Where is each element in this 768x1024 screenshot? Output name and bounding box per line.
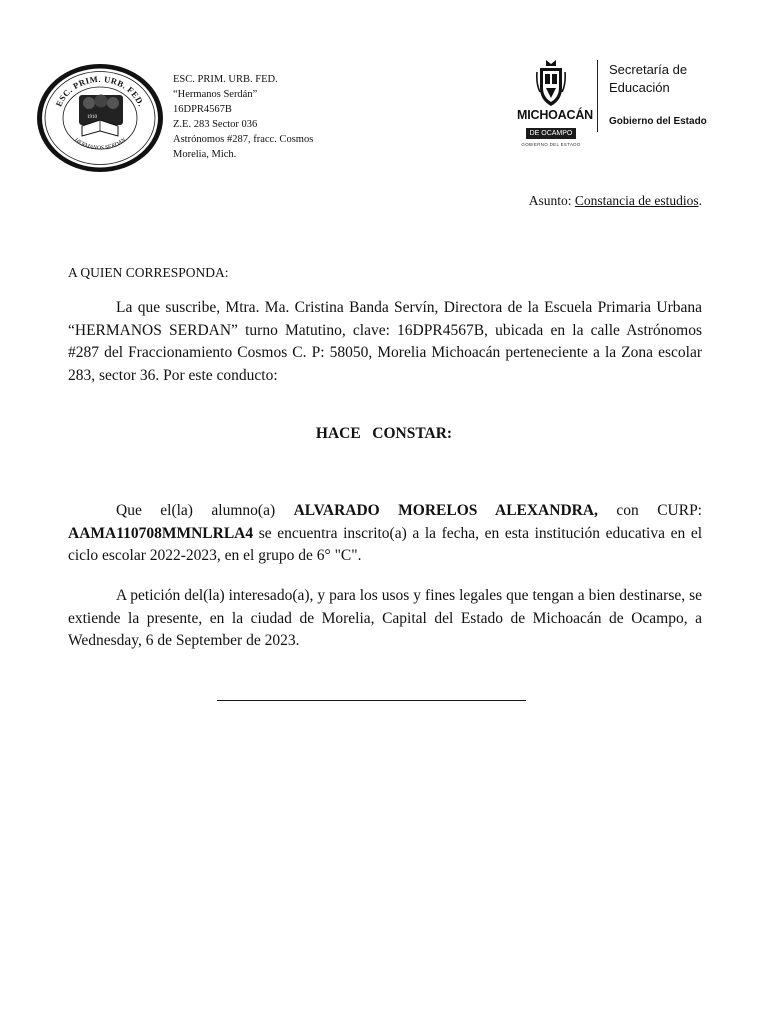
svg-text:HERMANOS SERDAN: HERMANOS SERDAN (72, 137, 128, 152)
secretaria-line-1: Secretaría de (609, 62, 688, 77)
michoacan-crest-logo (536, 58, 566, 108)
document-heading: HACE CONSTAR: (315, 425, 453, 442)
signature-line (217, 700, 526, 701)
school-code-line: 16DPR4567B (173, 104, 232, 115)
subject-text: Constancia de estudios (574, 193, 699, 208)
state-subname: DE OCAMPO (526, 128, 577, 139)
student-name: ALVARADO MORELOS ALEXANDRA, (293, 502, 598, 519)
school-city-line: Morelia, Mich. (173, 149, 237, 160)
state-wordmark (517, 108, 593, 147)
secretaria-line-2: Educación (609, 80, 670, 95)
secretaria-title (609, 61, 687, 97)
salutation: A QUIEN CORRESPONDA: (68, 265, 229, 280)
student-text-2: con CURP: (597, 502, 702, 519)
student-curp: AAMA110708MMNLRLA4 (68, 524, 254, 542)
svg-text:1910: 1910 (87, 115, 97, 120)
school-zone-line: Z.E. 283 Sector 036 (173, 119, 258, 130)
closing-paragraph: A petición del(la) interesado(a), y para los usos y fines legales que tengan a bien destinarse, se extiende la presente, en la ciudad de Morelia, Capital del Estado de Michoacán de Ocampo, a Wednesday, 6 de September de 2023. (68, 587, 702, 649)
school-address-line: Astrónomos #287, fracc. Cosmos (173, 134, 314, 145)
school-type-line: ESC. PRIM. URB. FED. (173, 74, 278, 85)
state-name: MICHOACÁN (517, 108, 593, 122)
school-seal-logo (35, 62, 165, 174)
svg-text:ESC. PRIM. URB. FED.: ESC. PRIM. URB. FED. (53, 73, 147, 109)
student-paragraph (68, 500, 702, 568)
subject-label: Asunto: (528, 193, 575, 208)
student-text-1: Que el(la) alumno(a) (116, 502, 294, 519)
school-name-line: “Hermanos Serdán” (173, 89, 258, 100)
state-caption: GOBIERNO DEL ESTADO (521, 142, 581, 147)
subject-end: . (698, 193, 702, 208)
gobierno-label: Gobierno del Estado (609, 116, 707, 127)
subject-line (529, 193, 702, 209)
intro-paragraph: La que suscribe, Mtra. Ma. Cristina Banda Servín, Directora de la Escuela Primaria Urbana “HERMANOS SERDAN” turno Matutino, clave: 16DPR4567B, ubicada en la calle Astrónomos #287 del Fraccionamiento Cosmos C. P: 58050, Morelia Michoacán perteneciente a la Zona escolar 283, sector 36. Por este conducto: (68, 299, 702, 384)
student-text-3: se encuentra inscrito(a) a la fecha, en esta institución educativa en el ciclo escolar 2022-2023, en el grupo de 6° "C". (68, 524, 702, 564)
school-info-block (173, 72, 313, 162)
header-divider (597, 60, 598, 132)
